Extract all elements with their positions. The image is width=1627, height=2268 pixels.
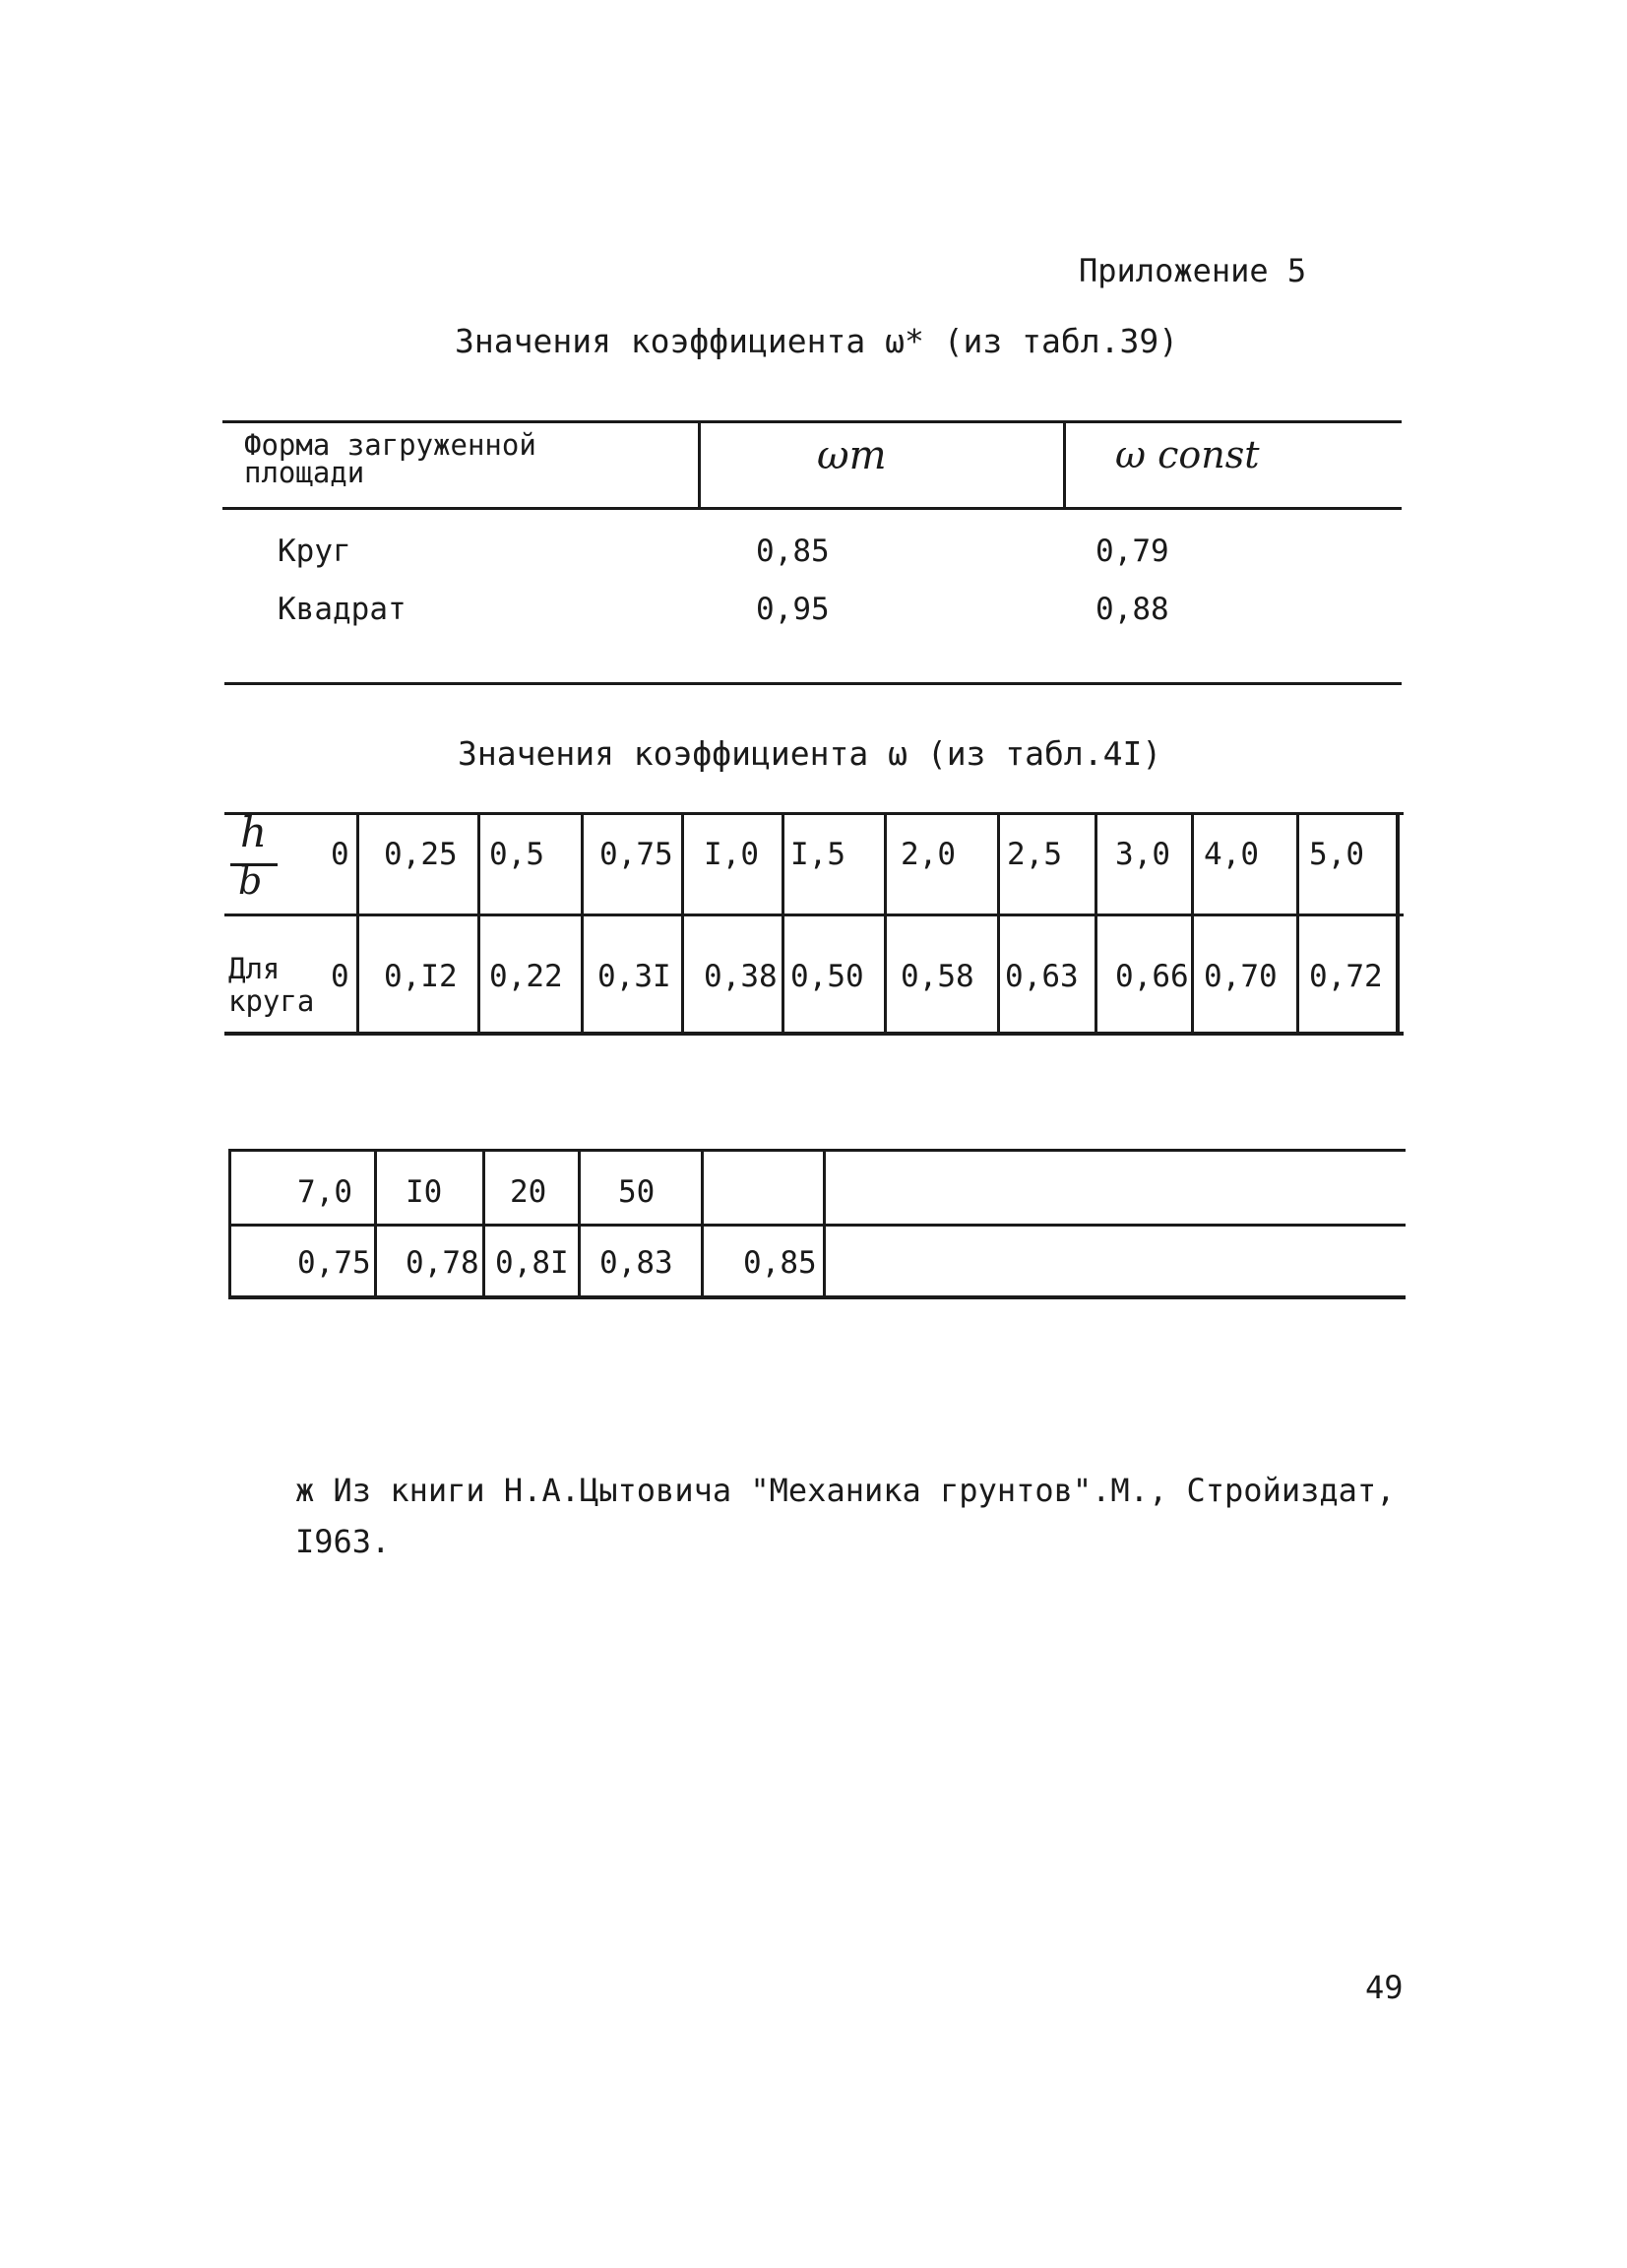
table2b-v4 bbox=[701, 1150, 704, 1297]
table2-v3 bbox=[581, 813, 584, 1034]
table2b-v5 bbox=[823, 1150, 826, 1297]
table1-row1-wm: 0,85 bbox=[756, 534, 830, 569]
table2-circle-2: 0,22 bbox=[489, 959, 563, 994]
table2b-circle-3: 0,83 bbox=[599, 1245, 673, 1281]
table1-col-divider-2 bbox=[1063, 422, 1066, 508]
table2-v8 bbox=[1095, 813, 1097, 1034]
table1-row2-shape: Квадрат bbox=[278, 592, 407, 627]
table1-header-rule bbox=[222, 507, 1402, 510]
table1-header-omega-const: ω const bbox=[1115, 433, 1260, 476]
table2-v7 bbox=[997, 813, 1000, 1034]
table2b-mid-rule bbox=[228, 1224, 1406, 1227]
table2b-v2 bbox=[482, 1150, 485, 1297]
table2-top-rule bbox=[224, 812, 1404, 815]
table2-ratio-3: 0,75 bbox=[599, 837, 673, 872]
table2-ratio-label bbox=[226, 808, 285, 911]
table2-ratio-2: 0,5 bbox=[489, 837, 544, 872]
table2-mid-rule bbox=[224, 914, 1404, 916]
table2-ratio-10: 5,0 bbox=[1309, 837, 1364, 872]
table2b-bottom-rule bbox=[228, 1295, 1406, 1299]
table2-ratio-4: I,0 bbox=[704, 837, 759, 872]
table2-v2 bbox=[477, 813, 480, 1034]
table2-circle-5: 0,50 bbox=[790, 959, 864, 994]
table2-v1 bbox=[356, 813, 359, 1034]
table2-v10 bbox=[1296, 813, 1299, 1034]
table2-ratio-denominator: b bbox=[238, 859, 263, 903]
table1-header-shape: Форма загруженной площади bbox=[244, 428, 536, 489]
table2-ratio-6: 2,0 bbox=[901, 837, 956, 872]
table2b-v1 bbox=[374, 1150, 377, 1297]
table2b-circle-1: 0,78 bbox=[406, 1245, 479, 1281]
table1-row1-wconst: 0,79 bbox=[1095, 534, 1169, 569]
page-number: 49 bbox=[1365, 1969, 1404, 2006]
table2-ratio-9: 4,0 bbox=[1204, 837, 1259, 872]
table2-circle-7: 0,63 bbox=[1005, 959, 1079, 994]
table1-header-omega-m: ωm bbox=[817, 433, 887, 478]
table2-ratio-7: 2,5 bbox=[1007, 837, 1062, 872]
table2b-ratio-3: 50 bbox=[618, 1174, 656, 1210]
table2-ratio-5: I,5 bbox=[790, 837, 845, 872]
table2-ratio-1: 0,25 bbox=[384, 837, 458, 872]
table2b-v3 bbox=[578, 1150, 581, 1297]
table1-col-divider-1 bbox=[698, 422, 701, 508]
table2-circle-8: 0,66 bbox=[1115, 959, 1189, 994]
table2-ratio-8: 3,0 bbox=[1115, 837, 1170, 872]
table2-v9 bbox=[1191, 813, 1194, 1034]
table2-title: Значения коэффициента ω (из табл.4I) bbox=[458, 734, 1162, 773]
table1-row2-wconst: 0,88 bbox=[1095, 592, 1169, 627]
table2-circle-label: Для круга bbox=[228, 952, 315, 1018]
table1-row1-shape: Круг bbox=[278, 534, 351, 569]
table2b-left-edge bbox=[228, 1150, 231, 1297]
table2-circle-9: 0,70 bbox=[1204, 959, 1278, 994]
table2-v5 bbox=[782, 813, 784, 1034]
table2b-circle-2: 0,8I bbox=[495, 1245, 569, 1281]
table2-circle-4: 0,38 bbox=[704, 959, 778, 994]
table2-ratio-numerator: h bbox=[240, 808, 268, 856]
table2b-circle-4: 0,85 bbox=[743, 1245, 817, 1281]
table2-ratio-0: 0 bbox=[331, 837, 349, 872]
footnote: ж Из книги Н.А.Цытовича "Механика грунтов".М., Стройиздат, I963. bbox=[295, 1472, 1396, 1560]
table2-v4 bbox=[681, 813, 684, 1034]
appendix-label: Приложение 5 bbox=[1079, 252, 1307, 289]
table2b-circle-0: 0,75 bbox=[297, 1245, 371, 1281]
table2b-ratio-2: 20 bbox=[510, 1174, 547, 1210]
table2b-ratio-1: I0 bbox=[406, 1174, 443, 1210]
table2-right-edge bbox=[1396, 813, 1400, 1034]
table1-top-rule bbox=[222, 420, 1402, 423]
table2-circle-0: 0 bbox=[331, 959, 349, 994]
table2-bottom-rule bbox=[224, 1032, 1404, 1036]
table1-row2-wm: 0,95 bbox=[756, 592, 830, 627]
table2-circle-1: 0,I2 bbox=[384, 959, 458, 994]
table2-circle-10: 0,72 bbox=[1309, 959, 1383, 994]
table2-v6 bbox=[884, 813, 887, 1034]
table1-title: Значения коэффициента ω* (из табл.39) bbox=[455, 322, 1179, 360]
table2-circle-6: 0,58 bbox=[901, 959, 974, 994]
table2b-top-rule bbox=[228, 1149, 1406, 1152]
table1-bottom-rule bbox=[224, 682, 1402, 685]
table2-circle-3: 0,3I bbox=[597, 959, 671, 994]
table2b-ratio-0: 7,0 bbox=[297, 1174, 352, 1210]
